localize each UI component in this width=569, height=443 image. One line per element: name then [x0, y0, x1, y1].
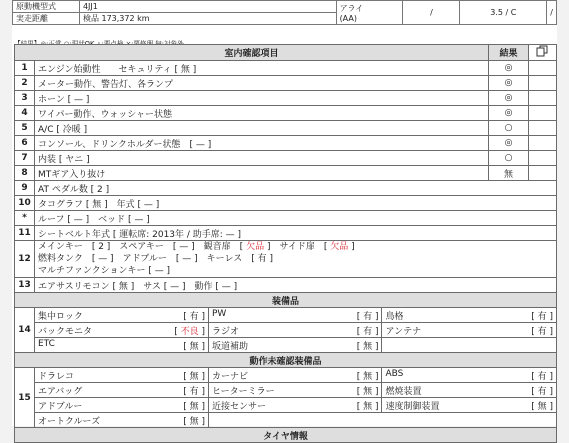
- unchecked-value: [ 有 ]: [531, 371, 553, 382]
- row-item: AT ペダル数 [ 2 ]: [35, 181, 557, 196]
- row-extra: [529, 121, 557, 136]
- inspection-table: [14, 44, 557, 443]
- equipment-grid: [35, 308, 557, 353]
- row-number: 13: [15, 278, 35, 293]
- equipment-section-title: 装備品: [15, 293, 557, 308]
- unchecked-cell: [35, 413, 208, 428]
- row-result: ◎: [489, 136, 529, 151]
- keys-line-3: マルチファンクションキー [ — ]: [38, 266, 171, 276]
- main-key-text: メインキー [ 2 ] スペアキー [ — ] 観音扉 [: [38, 242, 247, 252]
- alignment-label: [336, 1, 403, 25]
- engine-type-label: 原動機型式: [13, 1, 80, 13]
- unchecked-label: ヒーターミラー: [211, 386, 275, 397]
- table-row: [15, 196, 557, 211]
- row-number: 5: [15, 121, 35, 136]
- table-row: [15, 61, 557, 76]
- unchecked-cell: [208, 383, 381, 398]
- table-row: [15, 136, 557, 151]
- alignment-value-3: /: [547, 1, 557, 25]
- tire-section-title: タイヤ情報: [15, 428, 557, 443]
- row-extra: [529, 61, 557, 76]
- equipment-cell: [208, 338, 381, 353]
- unchecked-cell: [208, 368, 381, 383]
- row-number: 1: [15, 61, 35, 76]
- row-number: 7: [15, 151, 35, 166]
- row-number: 14: [15, 308, 35, 353]
- unchecked-label: オートクルーズ: [38, 416, 101, 427]
- unchecked-value: [ 無 ]: [356, 371, 379, 382]
- equipment-label: 鳥格: [385, 311, 404, 322]
- engine-type-value: 4JJ1: [79, 1, 336, 13]
- table-row: [15, 278, 557, 293]
- unchecked-cell: [382, 413, 556, 428]
- equipment-cell: [382, 308, 556, 323]
- unchecked-label: 近接センサー: [211, 401, 266, 412]
- equipment-label: ラジオ: [211, 326, 239, 337]
- row-extra: [529, 106, 557, 121]
- unchecked-value: [ 有 ]: [183, 386, 205, 397]
- rear-door-missing: 欠品: [246, 242, 265, 252]
- row-result: ◎: [489, 106, 529, 121]
- unchecked-label: アドブルー: [38, 401, 83, 412]
- unchecked-cell: [35, 398, 208, 413]
- row-item: 内装 [ ヤニ ]: [35, 151, 489, 166]
- unchecked-cell: [208, 398, 381, 413]
- row-item: エアサスリモコン [ 無 ] サス [ — ] 動作 [ — ]: [35, 278, 557, 293]
- unchecked-value: [ 無 ]: [531, 401, 553, 412]
- unchecked-label: 燃焼装置: [385, 386, 422, 397]
- unchecked-label: カーナビ: [211, 371, 248, 382]
- row-result: ○: [489, 121, 529, 136]
- unchecked-value: [ 有 ]: [531, 386, 553, 397]
- equipment-label: 坂道補助: [211, 341, 248, 352]
- keys-line-1: [38, 241, 553, 253]
- equipment-value: [ 有 ]: [531, 326, 553, 337]
- equipment-cell: [35, 308, 208, 323]
- alignment-label-text: アライ: [339, 3, 364, 13]
- keys-details: [35, 241, 557, 278]
- row-number: 10: [15, 196, 35, 211]
- equipment-cell: [382, 323, 556, 338]
- unchecked-inner-table: [35, 368, 556, 427]
- unchecked-label: ABS: [385, 368, 404, 379]
- equipment-value: [ 有 ]: [183, 311, 205, 322]
- alignment-sub-text: (AA): [339, 13, 357, 23]
- equipment-inner-table: [35, 308, 556, 352]
- unchecked-label: エアバッグ: [38, 386, 83, 397]
- unchecked-section-title: 動作未確認装備品: [15, 353, 557, 368]
- mileage-value: 検品 173,372 km: [79, 13, 336, 25]
- table-row: [15, 166, 557, 181]
- interior-section-title: 室内確認項目: [15, 45, 489, 61]
- unchecked-value: [ 無 ]: [183, 371, 205, 382]
- keys-line-2: 燃料タンク [ — ] アドブルー [ — ] キーレス [ 有 ]: [38, 254, 273, 264]
- unchecked-cell: [35, 383, 208, 398]
- row-item: エンジン始動性 セキュリティ [ 無 ]: [35, 61, 489, 76]
- equipment-cell: [208, 323, 381, 338]
- row-result: ◎: [489, 91, 529, 106]
- row-item: A/C [ 冷暖 ]: [35, 121, 489, 136]
- side-door-missing: 欠品: [330, 242, 349, 252]
- copy-icon[interactable]: [529, 45, 557, 61]
- equipment-value: [ 有 ]: [356, 326, 379, 337]
- unchecked-value: [ 無 ]: [183, 416, 205, 427]
- row-item: ルーフ [ — ] ベッド [ — ]: [35, 211, 557, 226]
- equipment-cell: [35, 338, 208, 353]
- row-number: 2: [15, 76, 35, 91]
- vehicle-header-table: [12, 0, 557, 25]
- row-extra: [529, 151, 557, 166]
- equipment-value-defect: 不良: [180, 326, 199, 337]
- table-row: [15, 121, 557, 136]
- row-number: 3: [15, 91, 35, 106]
- equipment-row: [15, 308, 557, 353]
- table-row: [15, 106, 557, 121]
- equipment-label: ETC: [38, 338, 55, 349]
- row-number: 4: [15, 106, 35, 121]
- equipment-value: [ 有 ]: [531, 311, 553, 322]
- table-row: [15, 91, 557, 106]
- row-item: タコグラフ [ 無 ] 年式 [ — ]: [35, 196, 557, 211]
- table-row: [15, 181, 557, 196]
- inspection-sheet: [12, 0, 557, 442]
- equipment-label: バックモニタ: [38, 326, 93, 337]
- row-number: *: [15, 211, 35, 226]
- unchecked-label: ドラレコ: [38, 371, 75, 382]
- row-item: シートベルト年式 [ 運転席: 2013年 / 助手席: — ]: [35, 226, 557, 241]
- bracket-close: ]: [348, 242, 355, 252]
- equipment-cell: バックモニタ [ 不良 ]: [35, 323, 208, 338]
- unchecked-cell: [382, 383, 556, 398]
- equipment-value: [ 無 ]: [183, 341, 205, 352]
- side-door-text: ] サイド扉 [: [264, 242, 331, 252]
- row-number: 11: [15, 226, 35, 241]
- row-item: ホーン [ — ]: [35, 91, 489, 106]
- row-result: ◎: [489, 61, 529, 76]
- row-number: 12: [15, 241, 35, 278]
- equipment-value: [ 有 ]: [356, 311, 379, 322]
- unchecked-cell: [35, 368, 208, 383]
- row-number: 9: [15, 181, 35, 196]
- unchecked-cell: [382, 368, 556, 383]
- row-number: 8: [15, 166, 35, 181]
- equipment-label: 集中ロック: [38, 311, 83, 322]
- equipment-label: アンテナ: [385, 326, 422, 337]
- row-extra: [529, 166, 557, 181]
- row-extra: [529, 76, 557, 91]
- table-row: [15, 226, 557, 241]
- unchecked-label: 速度制御装置: [385, 401, 440, 412]
- mileage-label: 実走距離: [13, 13, 80, 25]
- equipment-value: [ 無 ]: [356, 341, 379, 352]
- table-row: [15, 76, 557, 91]
- alignment-value-1: /: [403, 1, 460, 25]
- row-number: 6: [15, 136, 35, 151]
- row-item: MTギア入り抜け: [35, 166, 489, 181]
- unchecked-value: [ 無 ]: [183, 401, 205, 412]
- equipment-cell: [208, 308, 381, 323]
- unchecked-value: [ 無 ]: [356, 401, 379, 412]
- equipment-cell: [382, 338, 556, 353]
- equipment-label: PW: [211, 308, 227, 319]
- row-number: 15: [15, 368, 35, 428]
- table-row: [15, 211, 557, 226]
- row-result: ◎: [489, 76, 529, 91]
- unchecked-row: [15, 368, 557, 428]
- row-result: ○: [489, 151, 529, 166]
- row-extra: [529, 91, 557, 106]
- row-item: メーター動作、警告灯、各ランプ: [35, 76, 489, 91]
- unchecked-value: [ 無 ]: [356, 386, 379, 397]
- result-column-header: 結果: [489, 45, 529, 61]
- row-item: コンソール、ドリンクホルダー状態 [ — ]: [35, 136, 489, 151]
- row-item: ワイパー動作、ウォッシャー状態: [35, 106, 489, 121]
- unchecked-grid: [35, 368, 557, 428]
- unchecked-cell: [208, 413, 381, 428]
- unchecked-cell: [382, 398, 556, 413]
- row-extra: [529, 136, 557, 151]
- table-row: [15, 151, 557, 166]
- row-result: 無: [489, 166, 529, 181]
- table-row-keys: [15, 241, 557, 278]
- alignment-value-2: 3.5 / C: [460, 1, 547, 25]
